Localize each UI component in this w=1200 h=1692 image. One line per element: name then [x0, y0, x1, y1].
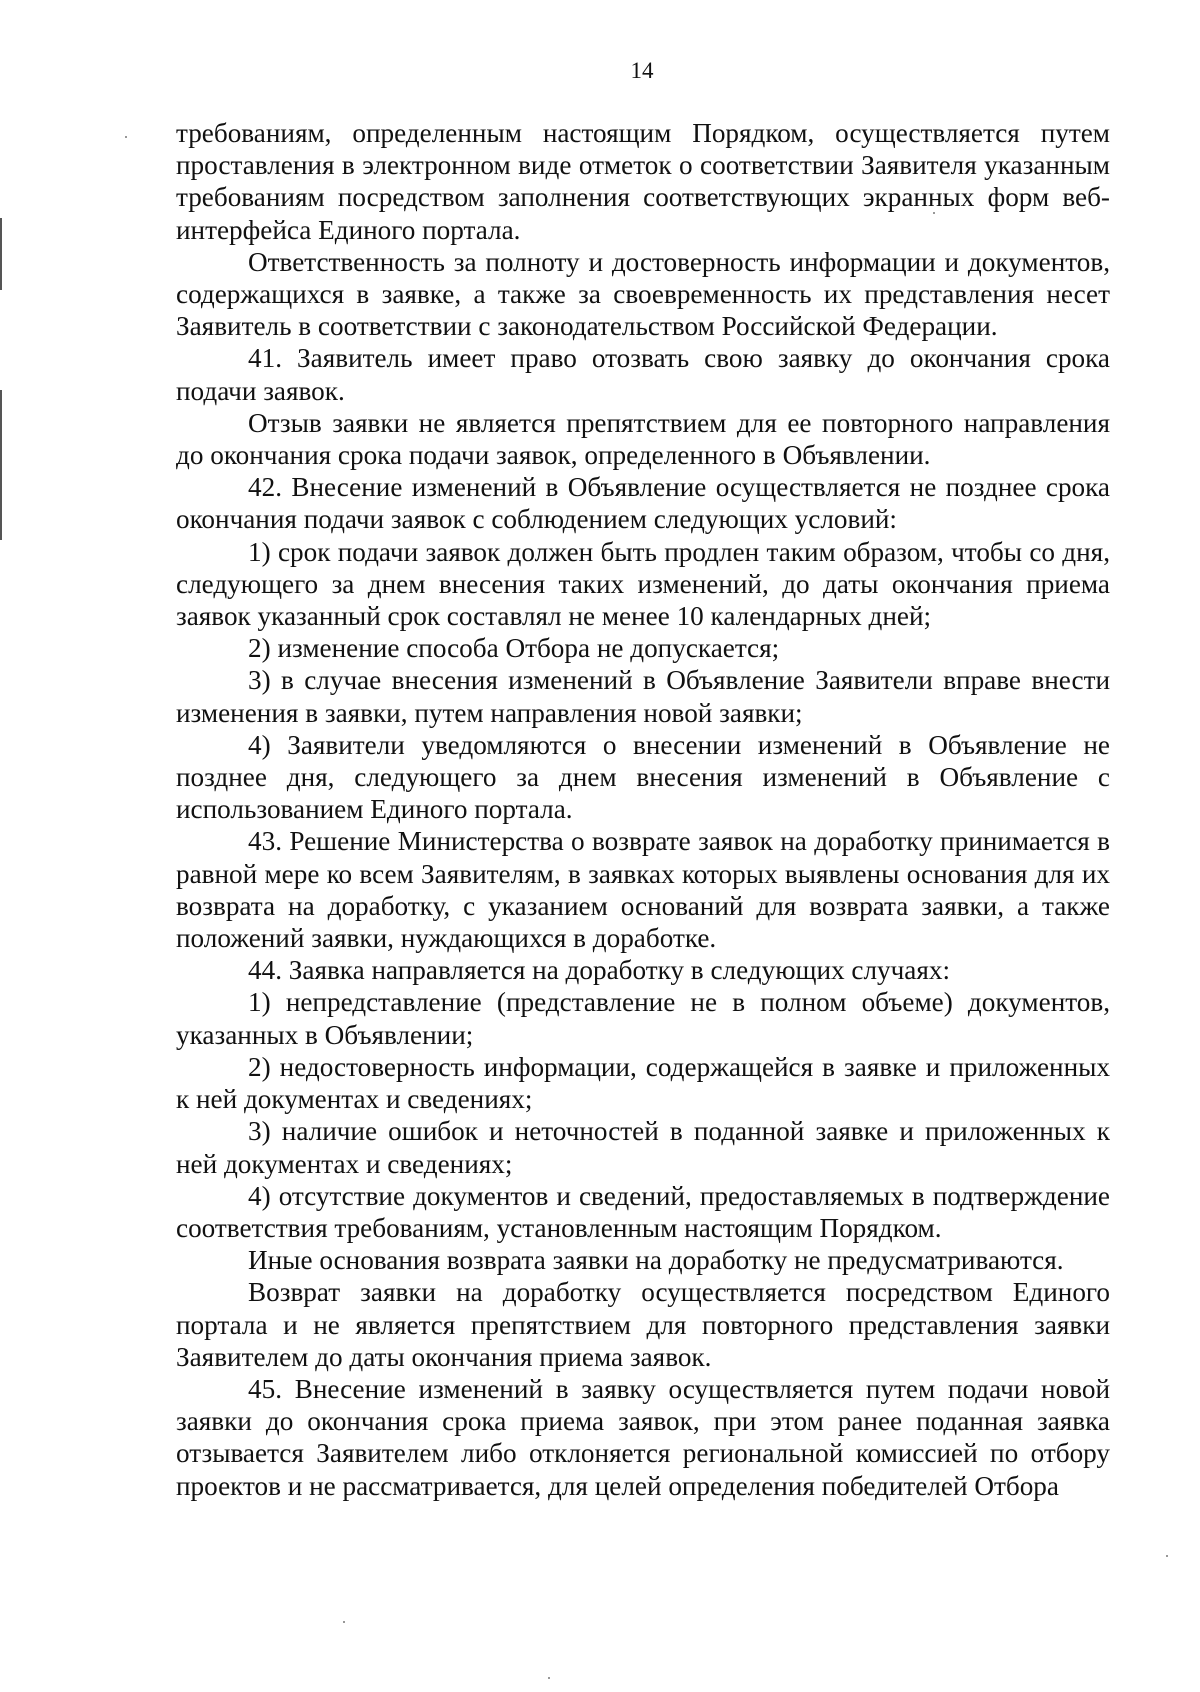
scan-edge-mark [0, 390, 2, 540]
paragraph: 2) изменение способа Отбора не допускается; [248, 633, 780, 664]
paragraph: 3) в случае внесения изменений в Объявление Заявители вправе внести изменения в заявки, путем направления новой заявки; [176, 665, 1110, 728]
page-number: 14 [630, 58, 654, 83]
paragraph: 43. Решение Министерства о возврате заявок на доработку принимается в равной мере ко всем Заявителям, в заявках которых выявлены основания для их возврата на доработку, с указанием оснований для возврата заявки, а также положений заявки, нуждающихся в доработке. [176, 826, 1110, 954]
scan-dust [125, 136, 127, 138]
paragraph: Ответственность за полноту и достоверность информации и документов, содержащихся в заявке, а также за своевременность их представления несет Заявитель в соответствии с законодательством Российской Федерации. [176, 246, 1110, 342]
paragraph: 2) недостоверность информации, содержащейся в заявке и приложенных к ней документах и сведениях; [176, 1051, 1110, 1115]
paragraph: Возврат заявки на доработку осуществляется посредством Единого портала и не является препятствием для повторного представления заявки Заявителем до даты окончания приема заявок. [176, 1277, 1110, 1372]
paragraph: 42. Внесение изменений в Объявление осуществляется не позднее срока окончания подачи заявок с соблюдением следующих условий: [176, 472, 1110, 535]
paragraph: 1) непредставление (представление не в полном объеме) документов, указанных в Объявлении; [176, 987, 1110, 1050]
paragraph: 45. Внесение изменений в заявку осуществляется путем подачи новой заявки до окончания срока приема заявок, при этом ранее поданная заявка отзывается Заявителем либо отклоняется региональной комиссией по отбору проектов и не рассматривается, для целей определения победителей Отбора [176, 1373, 1110, 1501]
paragraph: 3) наличие ошибок и неточностей в поданной заявке и приложенных к ней документах и сведениях; [176, 1116, 1110, 1179]
paragraph: 44. Заявка направляется на доработку в следующих случаях: [248, 955, 951, 986]
paragraph: требованиям, определенным настоящим Порядком, осуществляется путем проставления в электронном виде отметок о соответствии Заявителя указанным требованиям посредством заполнения соответствующих экранных форм веб-интерфейса Единого портала. [176, 118, 1110, 245]
scan-edge-mark [0, 218, 2, 290]
paragraph: 4) отсутствие документов и сведений, предоставляемых в подтверждение соответствия требованиям, установленным настоящим Порядком. [176, 1180, 1110, 1243]
scan-dust [548, 1677, 550, 1679]
scan-dust [1166, 1555, 1168, 1557]
scan-dust [343, 1621, 345, 1623]
document-body [176, 117, 1110, 1502]
paragraph: Отзыв заявки не является препятствием для ее повторного направления до окончания срока подачи заявок, определенного в Объявлении. [176, 407, 1110, 471]
paragraph: 1) срок подачи заявок должен быть продлен таким образом, чтобы со дня, следующего за днем внесения таких изменений, до даты окончания приема заявок указанный срок составлял не менее 10 календарных дней; [176, 536, 1110, 632]
paragraph: 4) Заявители уведомляются о внесении изменений в Объявление не позднее дня, следующего за днем внесения изменений в Объявление с использованием Единого портала. [176, 729, 1110, 825]
paragraph: 41. Заявитель имеет право отозвать свою заявку до окончания срока подачи заявок. [176, 343, 1110, 406]
paragraph: Иные основания возврата заявки на доработку не предусматриваются. [248, 1245, 1064, 1276]
